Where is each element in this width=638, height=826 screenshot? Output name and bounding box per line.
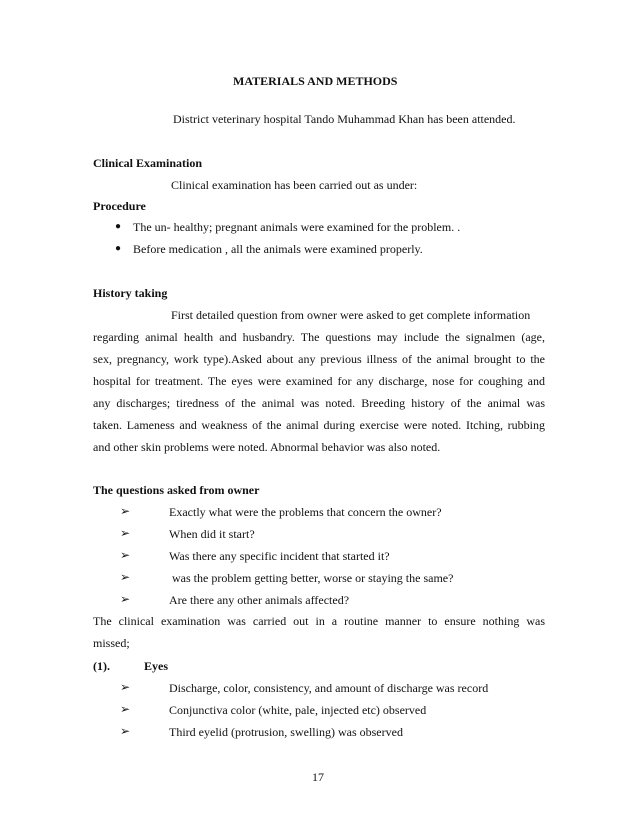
history-line: regarding animal health and husbandry. The questions may include the signalmen (age, (93, 330, 545, 344)
eyes-item: Discharge, color, consistency, and amount of discharge was record (169, 681, 489, 695)
arrow-bullet-icon: ➢ (120, 548, 131, 562)
eyes-item: Third eyelid (protrusion, swelling) was observed (169, 725, 403, 739)
eyes-number: (1). (93, 659, 110, 673)
history-line: sex, pregnancy, work type).Asked about any previous illness of the animal brought to the (93, 352, 545, 366)
arrow-bullet-icon: ➢ (120, 526, 131, 540)
intro-text: District veterinary hospital Tando Muhammad Khan has been attended. (173, 112, 516, 126)
arrow-bullet-icon: ➢ (120, 504, 131, 518)
clinical-heading: Clinical Examination (93, 156, 203, 170)
arrow-bullet-icon: ➢ (120, 702, 131, 716)
eyes-item: Conjunctiva color (white, pale, injected etc) observed (169, 703, 427, 717)
procedure-bullet: Before medication , all the animals were examined properly. (133, 242, 423, 256)
history-line: hospital for treatment. The eyes were examined for any discharge, nose for coughing and (93, 374, 545, 388)
bullet-icon: ● (115, 243, 122, 254)
history-heading: History taking (93, 286, 168, 300)
procedure-heading: Procedure (93, 199, 146, 213)
eyes-heading: Eyes (144, 659, 168, 673)
question-item: Exactly what were the problems that concern the owner? (169, 505, 442, 519)
history-line: any discharges; tiredness of the animal was noted. Breeding history of the animal was (93, 396, 545, 410)
arrow-bullet-icon: ➢ (120, 592, 131, 606)
question-item: Are there any other animals affected? (169, 593, 350, 607)
procedure-bullet: The un- healthy; pregnant animals were examined for the problem. . (133, 220, 461, 234)
history-line: First detailed question from owner were asked to get complete information (171, 308, 531, 322)
arrow-bullet-icon: ➢ (120, 680, 131, 694)
question-item: Was there any specific incident that started it? (169, 549, 390, 563)
arrow-bullet-icon: ➢ (120, 724, 131, 738)
questions-after-line: missed; (93, 636, 130, 650)
arrow-bullet-icon: ➢ (120, 570, 131, 584)
bullet-icon: ● (115, 221, 122, 232)
questions-after-line: The clinical examination was carried out in a routine manner to ensure nothing was (93, 614, 545, 628)
history-line: and other skin problems were noted. Abnormal behavior was also noted. (93, 440, 441, 454)
question-item: was the problem getting better, worse or staying the same? (169, 571, 454, 585)
clinical-text: Clinical examination has been carried out as under: (171, 178, 418, 192)
page-title: MATERIALS AND METHODS (233, 74, 398, 88)
questions-heading: The questions asked from owner (93, 483, 260, 497)
question-item: When did it start? (169, 527, 255, 541)
page-number: 17 (312, 770, 324, 784)
history-line: taken. Lameness and weakness of the animal during exercise were noted. Itching, rubbing (93, 418, 545, 432)
